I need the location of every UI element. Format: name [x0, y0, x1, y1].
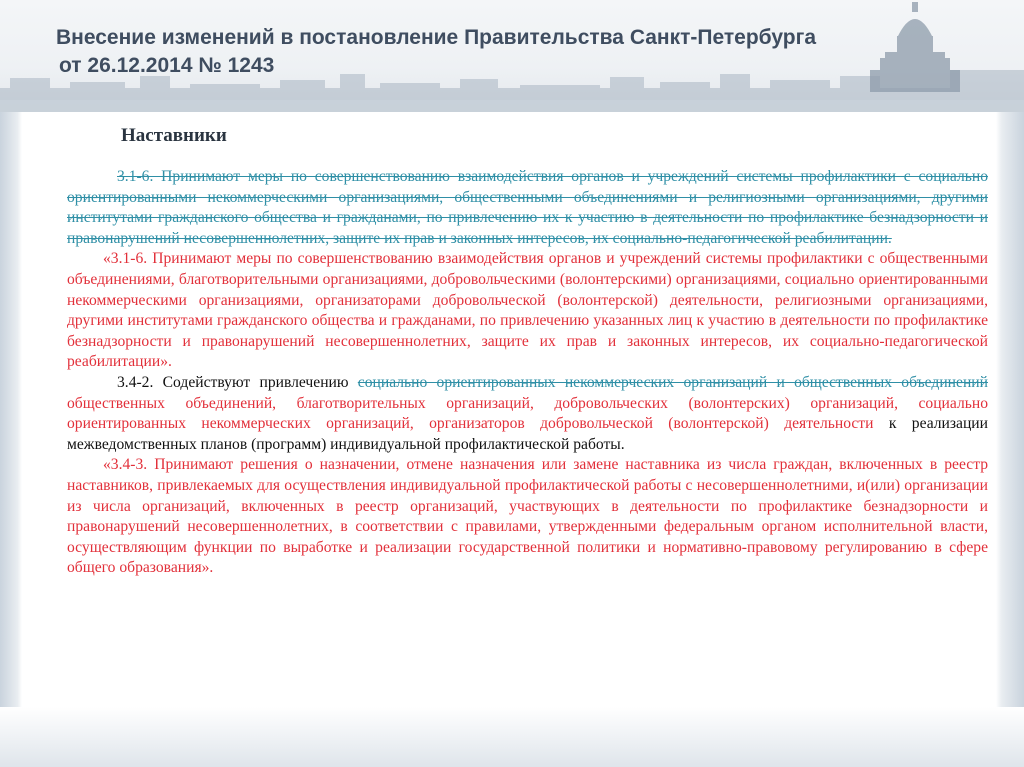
paragraph-3-4-2-deleted: социально ориентированных некоммерческих организаций и общественных объединений [357, 373, 988, 391]
paragraph-3-4-2-end: к реализации межведомственных планов (программ) индивидуальной профилактической работы. [67, 415, 989, 453]
new-paragraph-3-1-6: «3.1-6. Принимают меры по совершенствованию взаимодействия органов и учреждений системы профилактики с общественными объединениями, благотворительными организациями, добровольческими (волонтерскими) организациями, социально ориентированными некоммерческими организациями, организаторами добровольческой (волонтерской) деятельности, религиозными организациями, другими институтами гражданского общества и гражданами, по привлечению указанных лиц к участию в деятельности по профилактике безнадзорности и правонарушений несовершеннолетних, защите их прав и законных интересов, их социально-педагогической реабилитации». [67, 250, 988, 371]
slide-title-line-1: Внесение изменений в постановление Правительства Санкт-Петербурга [56, 26, 817, 49]
paragraph-3-4-2 [67, 373, 988, 455]
paragraph-3-4-2-inserted: общественных объединений, благотворительных организаций, добровольческих (волонтерских) организаций, социально ориентированных некоммерческих организаций, организаторов добровольческой (волонтерской) деятельности [67, 394, 988, 433]
slide-title-line-2: от 26.12.2014 № 1243 [59, 54, 275, 77]
slide-title [56, 24, 816, 80]
section-title: Наставники [121, 125, 227, 146]
deleted-paragraph-3-1-6: 3.1-6. Принимают меры по совершенствованию взаимодействия органов и учреждений системы профилактики с социально ориентированными некоммерческими организациями, общественными объединениями и религиозными организациями, другими институтами гражданского общества и гражданами, по привлечению их к участию в деятельности по профилактике безнадзорности и правонарушений несовершеннолетних, защите их прав и законных интересов, их социально-педагогической реабилитации. [67, 168, 988, 247]
bottom-background-wash [0, 707, 1024, 767]
new-paragraph-3-4-3: «3.4-3. Принимают решения о назначении, отмене назначения или замене наставника из числа граждан, включенных в реестр наставников, привлекаемых для осуществления индивидуальной профилактической работы с несовершеннолетними, и(или) организации из числа организаций, включенных в реестр организаций, участвующих в деятельности по профилактике безнадзорности и правонарушений несовершеннолетних, в соответствии с правилами, утвержденными федеральным органом исполнительной власти, осуществляющим функции по выработке и реализации государственной политики и нормативно-правовому регулированию в сфере общего образования». [67, 456, 988, 577]
paragraph-3-4-2-start: 3.4-2. Содействуют привлечению [117, 373, 358, 391]
right-background-wash [996, 112, 1024, 767]
left-background-wash [0, 112, 22, 767]
document-content [67, 122, 988, 579]
